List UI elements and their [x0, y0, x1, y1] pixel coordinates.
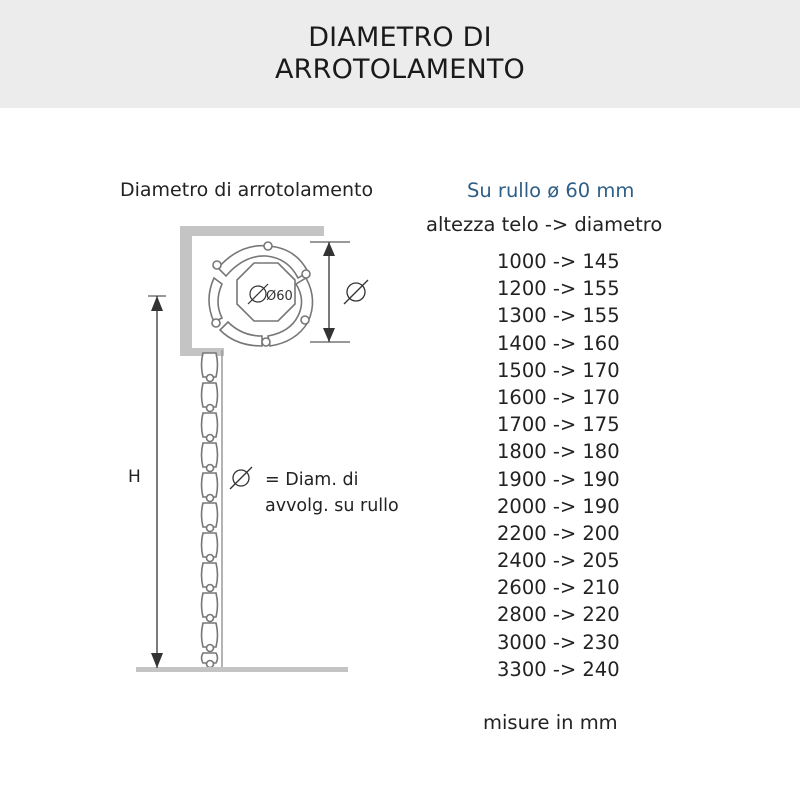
slat	[202, 413, 218, 437]
table-row: 1600 -> 170	[497, 385, 620, 409]
slat	[202, 593, 218, 617]
table-row: 2000 -> 190	[497, 494, 620, 518]
slat	[202, 473, 218, 497]
roller-label: Ø60	[266, 289, 293, 304]
slat-hinge	[207, 375, 214, 382]
table-row: 2200 -> 200	[497, 521, 620, 545]
height-arrow-up	[151, 296, 163, 311]
slat-hinge	[207, 495, 214, 502]
slat	[202, 443, 218, 467]
diameter-arrow-down	[323, 328, 335, 342]
legend-line-2: avvolg. su rullo	[265, 496, 399, 516]
hanging-slats	[202, 353, 218, 668]
slat-hinge	[207, 435, 214, 442]
table-row: 1000 -> 145	[497, 250, 620, 273]
table-row: 1400 -> 160	[497, 331, 620, 355]
diagram-caption: Diametro di arrotolamento	[120, 179, 374, 201]
table-row: 1200 -> 155	[497, 277, 620, 301]
diameter-legend	[265, 467, 399, 519]
slat-hinge	[207, 465, 214, 472]
table-row: 1500 -> 170	[497, 358, 620, 382]
table-row: 2400 -> 205	[497, 549, 620, 573]
legend-line-1: = Diam. di	[265, 470, 359, 490]
slat	[202, 533, 218, 557]
table-row: 2800 -> 220	[497, 603, 620, 627]
units-note: misure in mm	[483, 711, 618, 734]
slat-hinge	[207, 405, 214, 412]
slat-hinge	[207, 525, 214, 532]
table-row: 1800 -> 180	[497, 440, 620, 464]
roller-spec: Su rullo ø 60 mm	[467, 179, 635, 202]
page-title-line-1: DIAMETRO DI	[308, 22, 492, 53]
table-row: 2600 -> 210	[497, 576, 620, 600]
slat-hinge	[207, 645, 214, 652]
slat	[202, 353, 218, 377]
table-row: 1700 -> 175	[497, 413, 620, 437]
table-header: altezza telo -> diametro	[426, 213, 663, 236]
height-arrow-down	[151, 653, 163, 668]
table-row: 3000 -> 230	[497, 630, 620, 654]
table-row: 1900 -> 190	[497, 467, 620, 491]
table-row: 1300 -> 155	[497, 304, 620, 328]
floor-line	[136, 667, 348, 672]
slat-hinge	[207, 555, 214, 562]
slat-hinge	[207, 585, 214, 592]
height-label: H	[128, 467, 141, 487]
slat	[202, 383, 218, 407]
table-row: 3300 -> 240	[497, 657, 620, 681]
slat	[202, 503, 218, 527]
slat-hinge	[207, 661, 214, 668]
slat	[202, 563, 218, 587]
slat	[202, 623, 218, 647]
slat-hinge	[207, 615, 214, 622]
page-title-line-2: ARROTOLAMENTO	[274, 54, 526, 85]
diameter-arrow-up	[323, 242, 335, 256]
